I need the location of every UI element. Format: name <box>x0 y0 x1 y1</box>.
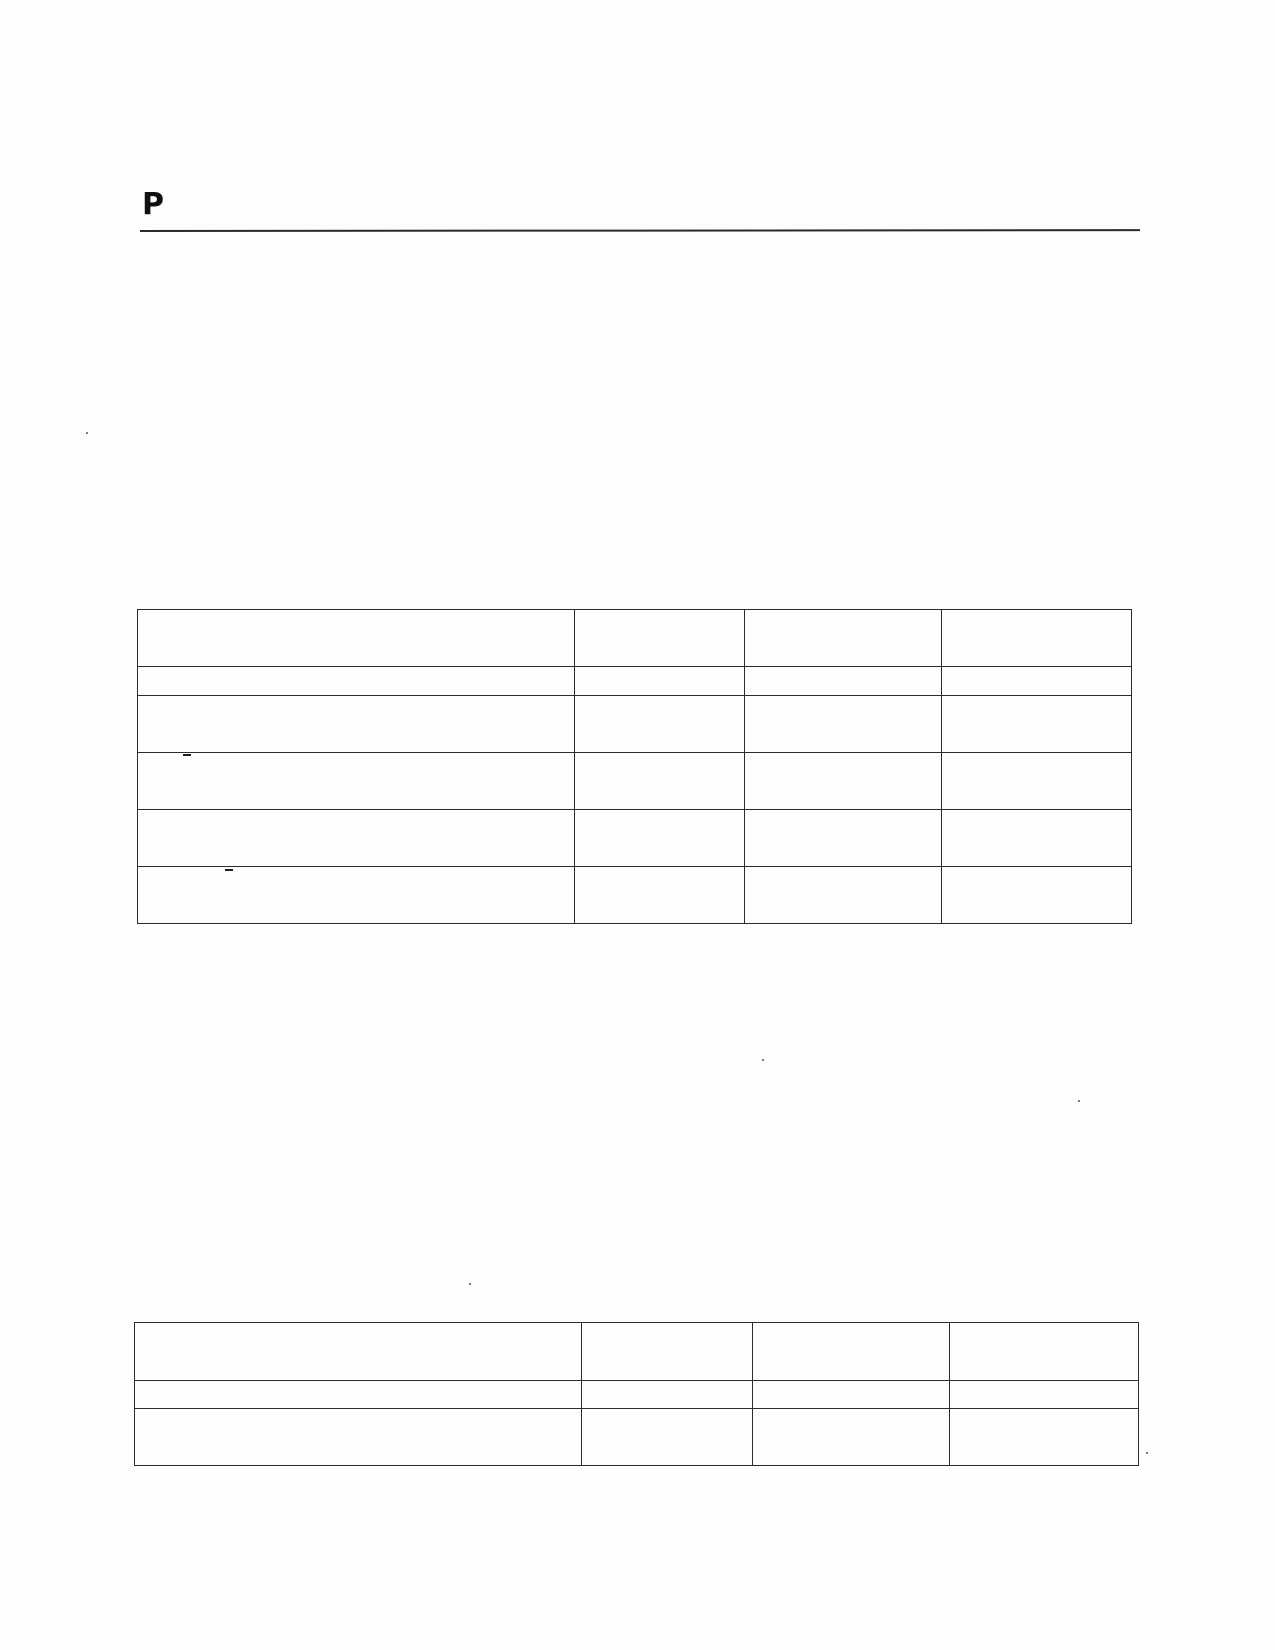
table-cell <box>575 753 745 810</box>
table-cell <box>138 753 575 810</box>
table-cell <box>138 867 575 924</box>
table-cell <box>135 1323 582 1381</box>
table-cell <box>575 810 745 867</box>
table-cell <box>582 1323 753 1381</box>
table-cell <box>745 667 942 696</box>
scan-speck <box>1078 1100 1080 1102</box>
scan-speck <box>762 1059 764 1061</box>
table-cell <box>942 667 1132 696</box>
table-cell <box>138 810 575 867</box>
table-cell <box>745 696 942 753</box>
heading-rule <box>140 229 1140 232</box>
table-cell <box>753 1323 950 1381</box>
table-cell <box>745 810 942 867</box>
table-cell <box>753 1409 950 1466</box>
table-cell <box>135 1381 582 1409</box>
table-cell <box>575 667 745 696</box>
table-cell <box>575 867 745 924</box>
table-cell <box>575 610 745 667</box>
table-cell <box>745 753 942 810</box>
table-cell <box>950 1323 1139 1381</box>
table-cell <box>138 667 575 696</box>
table-row <box>138 696 1132 753</box>
table-row <box>135 1409 1139 1466</box>
table-cell <box>942 696 1132 753</box>
table-cell <box>950 1409 1139 1466</box>
table-cell <box>138 696 575 753</box>
scan-speck <box>86 432 88 434</box>
table-cell <box>950 1381 1139 1409</box>
table-row <box>138 753 1132 810</box>
table-cell <box>942 810 1132 867</box>
table-cell <box>582 1381 753 1409</box>
table-row <box>135 1323 1139 1381</box>
table-2 <box>134 1322 1139 1466</box>
table-row <box>138 810 1132 867</box>
table-cell <box>582 1409 753 1466</box>
table-cell <box>745 867 942 924</box>
table-cell <box>942 753 1132 810</box>
table-cell <box>745 610 942 667</box>
table-cell <box>942 867 1132 924</box>
section-heading-letter: P <box>142 187 164 222</box>
table-row <box>135 1381 1139 1409</box>
table-cell <box>753 1381 950 1409</box>
table-cell <box>942 610 1132 667</box>
table-cell <box>135 1409 582 1466</box>
table-row <box>138 667 1132 696</box>
table-cell <box>575 696 745 753</box>
table-1 <box>137 609 1132 924</box>
pen-mark <box>183 754 191 756</box>
table-row <box>138 610 1132 667</box>
table-row <box>138 867 1132 924</box>
table-cell <box>138 610 575 667</box>
pen-mark <box>225 869 233 871</box>
scan-speck <box>469 1283 471 1285</box>
scan-speck <box>1146 1452 1148 1454</box>
